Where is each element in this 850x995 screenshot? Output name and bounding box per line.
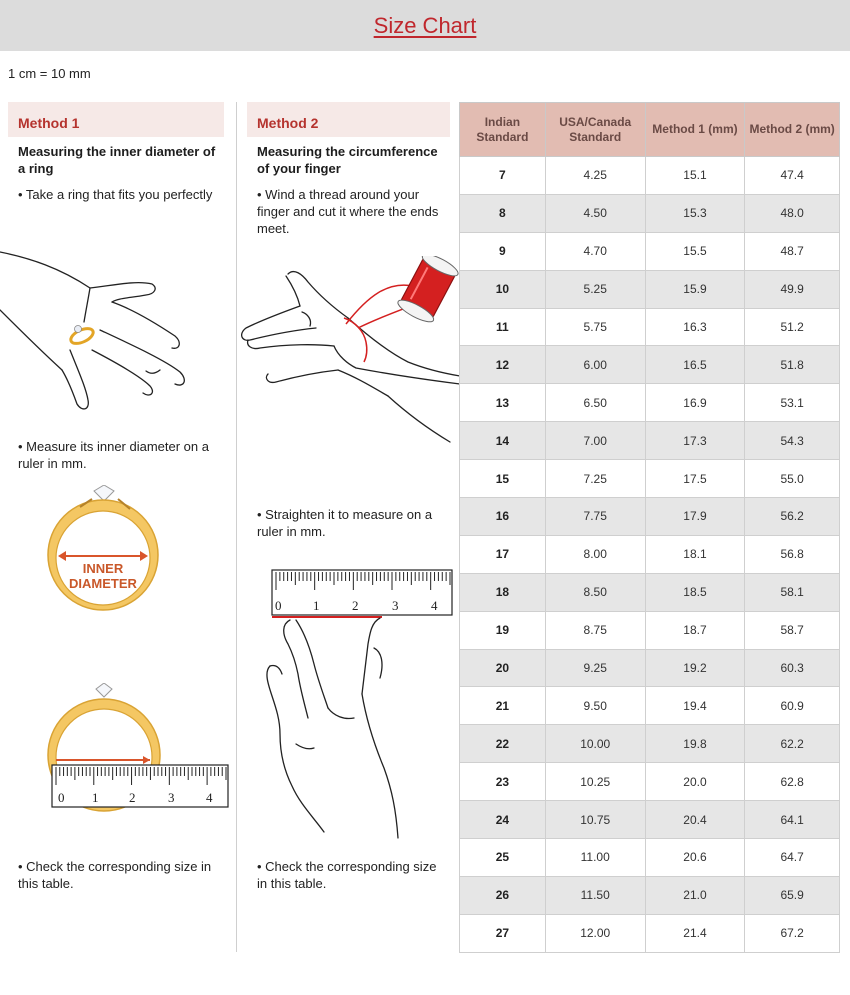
cell-method2: 51.2: [745, 308, 840, 346]
cell-indian: 14: [460, 422, 546, 460]
table-row: [460, 157, 840, 195]
cell-indian: 19: [460, 611, 546, 649]
cell-usa: 9.25: [545, 649, 645, 687]
cell-method1: 17.9: [645, 498, 745, 536]
cell-method1: 16.5: [645, 346, 745, 384]
cell-indian: 13: [460, 384, 546, 422]
cell-method1: 19.4: [645, 687, 745, 725]
cell-usa: 4.50: [545, 194, 645, 232]
cell-method2: 55.0: [745, 460, 840, 498]
ruler1-num-3: 3: [168, 790, 175, 805]
header-indian: Indian Standard: [460, 103, 546, 157]
ruler2-num-3: 3: [392, 598, 399, 613]
ruler2-num-0: 0: [275, 598, 282, 613]
table-row: [460, 384, 840, 422]
cell-method2: 58.7: [745, 611, 840, 649]
table-row: [460, 270, 840, 308]
cell-usa: 10.00: [545, 725, 645, 763]
header-method2: Method 2 (mm): [745, 103, 840, 157]
cell-method1: 18.7: [645, 611, 745, 649]
cell-usa: 8.75: [545, 611, 645, 649]
cell-usa: 8.00: [545, 535, 645, 573]
cell-usa: 11.50: [545, 876, 645, 914]
method2-step2: • Straighten it to measure on a ruler in mm.: [257, 507, 433, 539]
ruler1-num-1: 1: [92, 790, 99, 805]
table-row: [460, 763, 840, 801]
method2-step3: • Check the corresponding size in this table.: [257, 859, 437, 891]
cell-method1: 15.5: [645, 232, 745, 270]
table-row: [460, 346, 840, 384]
size-table: [459, 102, 840, 953]
ring-inner-diameter-icon: [40, 485, 165, 620]
cell-indian: 7: [460, 157, 546, 195]
scale-note: 1 cm = 10 mm: [8, 66, 91, 81]
method1-step3: • Check the corresponding size in this table.: [18, 859, 212, 891]
cell-method2: 48.0: [745, 194, 840, 232]
cell-method2: 47.4: [745, 157, 840, 195]
table-row: [460, 535, 840, 573]
method2-heading: Method 2: [247, 102, 450, 137]
cell-usa: 12.00: [545, 914, 645, 952]
cell-method1: 19.2: [645, 649, 745, 687]
cell-method1: 15.3: [645, 194, 745, 232]
table-row: [460, 498, 840, 536]
cell-indian: 15: [460, 460, 546, 498]
cell-method1: 21.0: [645, 876, 745, 914]
ruler2-num-4: 4: [431, 598, 438, 613]
table-row: [460, 194, 840, 232]
hand-icon: [267, 618, 398, 838]
cell-method2: 58.1: [745, 573, 840, 611]
cell-usa: 8.50: [545, 573, 645, 611]
cell-usa: 7.25: [545, 460, 645, 498]
cell-method1: 18.5: [645, 573, 745, 611]
cell-method1: 17.3: [645, 422, 745, 460]
method1-title: Measuring the inner diameter of a ring: [18, 144, 216, 176]
table-row: [460, 687, 840, 725]
ring-label-diameter: DIAMETER: [69, 576, 137, 591]
cell-usa: 7.75: [545, 498, 645, 536]
cell-method2: 67.2: [745, 914, 840, 952]
cell-usa: 6.50: [545, 384, 645, 422]
ring-on-ruler-icon: [44, 683, 230, 818]
method1-heading: Method 1: [8, 102, 224, 137]
cell-indian: 12: [460, 346, 546, 384]
cell-usa: 10.25: [545, 763, 645, 801]
table-row: [460, 801, 840, 839]
cell-method1: 18.1: [645, 535, 745, 573]
cell-usa: 5.75: [545, 308, 645, 346]
cell-usa: 4.70: [545, 232, 645, 270]
table-row: [460, 422, 840, 460]
cell-indian: 20: [460, 649, 546, 687]
cell-usa: 9.50: [545, 687, 645, 725]
cell-usa: 7.00: [545, 422, 645, 460]
cell-indian: 18: [460, 573, 546, 611]
cell-method2: 53.1: [745, 384, 840, 422]
cell-method1: 17.5: [645, 460, 745, 498]
cell-method2: 65.9: [745, 876, 840, 914]
cell-indian: 10: [460, 270, 546, 308]
cell-indian: 23: [460, 763, 546, 801]
cell-method2: 60.9: [745, 687, 840, 725]
cell-method1: 16.9: [645, 384, 745, 422]
column-divider: [236, 102, 237, 952]
cell-method1: 15.1: [645, 157, 745, 195]
cell-method2: 51.8: [745, 346, 840, 384]
cell-method1: 20.0: [645, 763, 745, 801]
table-row: [460, 725, 840, 763]
ruler1-num-4: 4: [206, 790, 213, 805]
table-row: [460, 460, 840, 498]
cell-method1: 15.9: [645, 270, 745, 308]
table-row: [460, 232, 840, 270]
ruler2-num-2: 2: [352, 598, 359, 613]
method2-step1: • Wind a thread around your finger and cut it where the ends meet.: [257, 187, 439, 236]
cell-indian: 24: [460, 801, 546, 839]
cell-method1: 16.3: [645, 308, 745, 346]
cell-usa: 11.00: [545, 839, 645, 877]
cell-usa: 6.00: [545, 346, 645, 384]
cell-usa: 4.25: [545, 157, 645, 195]
ruler1-num-0: 0: [58, 790, 65, 805]
cell-indian: 21: [460, 687, 546, 725]
ruler1-num-2: 2: [129, 790, 136, 805]
ruler-with-thread-icon: [262, 568, 457, 843]
cell-method2: 62.2: [745, 725, 840, 763]
cell-indian: 16: [460, 498, 546, 536]
table-row: [460, 839, 840, 877]
cell-method1: 21.4: [645, 914, 745, 952]
page-title: Size Chart: [373, 12, 477, 38]
header-method1: Method 1 (mm): [645, 103, 745, 157]
table-row: [460, 308, 840, 346]
table-row: [460, 876, 840, 914]
cell-indian: 25: [460, 839, 546, 877]
cell-method2: 54.3: [745, 422, 840, 460]
cell-method1: 20.4: [645, 801, 745, 839]
table-row: [460, 914, 840, 952]
thread-spool-icon: [395, 256, 460, 326]
cell-indian: 26: [460, 876, 546, 914]
cell-method2: 60.3: [745, 649, 840, 687]
method1-step2: • Measure its inner diameter on a ruler in mm.: [18, 439, 209, 471]
cell-indian: 11: [460, 308, 546, 346]
title-bar: [0, 0, 850, 51]
method2-column: [247, 102, 450, 237]
cell-indian: 8: [460, 194, 546, 232]
cell-method2: 49.9: [745, 270, 840, 308]
cell-method2: 64.7: [745, 839, 840, 877]
method1-column: [8, 102, 224, 203]
cell-usa: 5.25: [545, 270, 645, 308]
table-header-row: [460, 103, 840, 157]
hand-with-ring-icon: [0, 240, 200, 415]
cell-indian: 27: [460, 914, 546, 952]
cell-indian: 22: [460, 725, 546, 763]
cell-method2: 64.1: [745, 801, 840, 839]
cell-usa: 10.75: [545, 801, 645, 839]
cell-method2: 56.8: [745, 535, 840, 573]
cell-indian: 9: [460, 232, 546, 270]
cell-method2: 56.2: [745, 498, 840, 536]
table-row: [460, 649, 840, 687]
cell-method2: 62.8: [745, 763, 840, 801]
cell-method2: 48.7: [745, 232, 840, 270]
method2-title: Measuring the circumference of your finger: [257, 144, 438, 176]
ruler2-num-1: 1: [313, 598, 320, 613]
cell-method1: 19.8: [645, 725, 745, 763]
table-row: [460, 611, 840, 649]
cell-method1: 20.6: [645, 839, 745, 877]
method1-step1: • Take a ring that fits you perfectly: [18, 187, 213, 202]
header-usa: USA/Canada Standard: [545, 103, 645, 157]
hand-with-thread-icon: [238, 256, 460, 446]
ring-label-inner: INNER: [82, 561, 124, 576]
cell-indian: 17: [460, 535, 546, 573]
table-body: [460, 157, 840, 953]
table-row: [460, 573, 840, 611]
